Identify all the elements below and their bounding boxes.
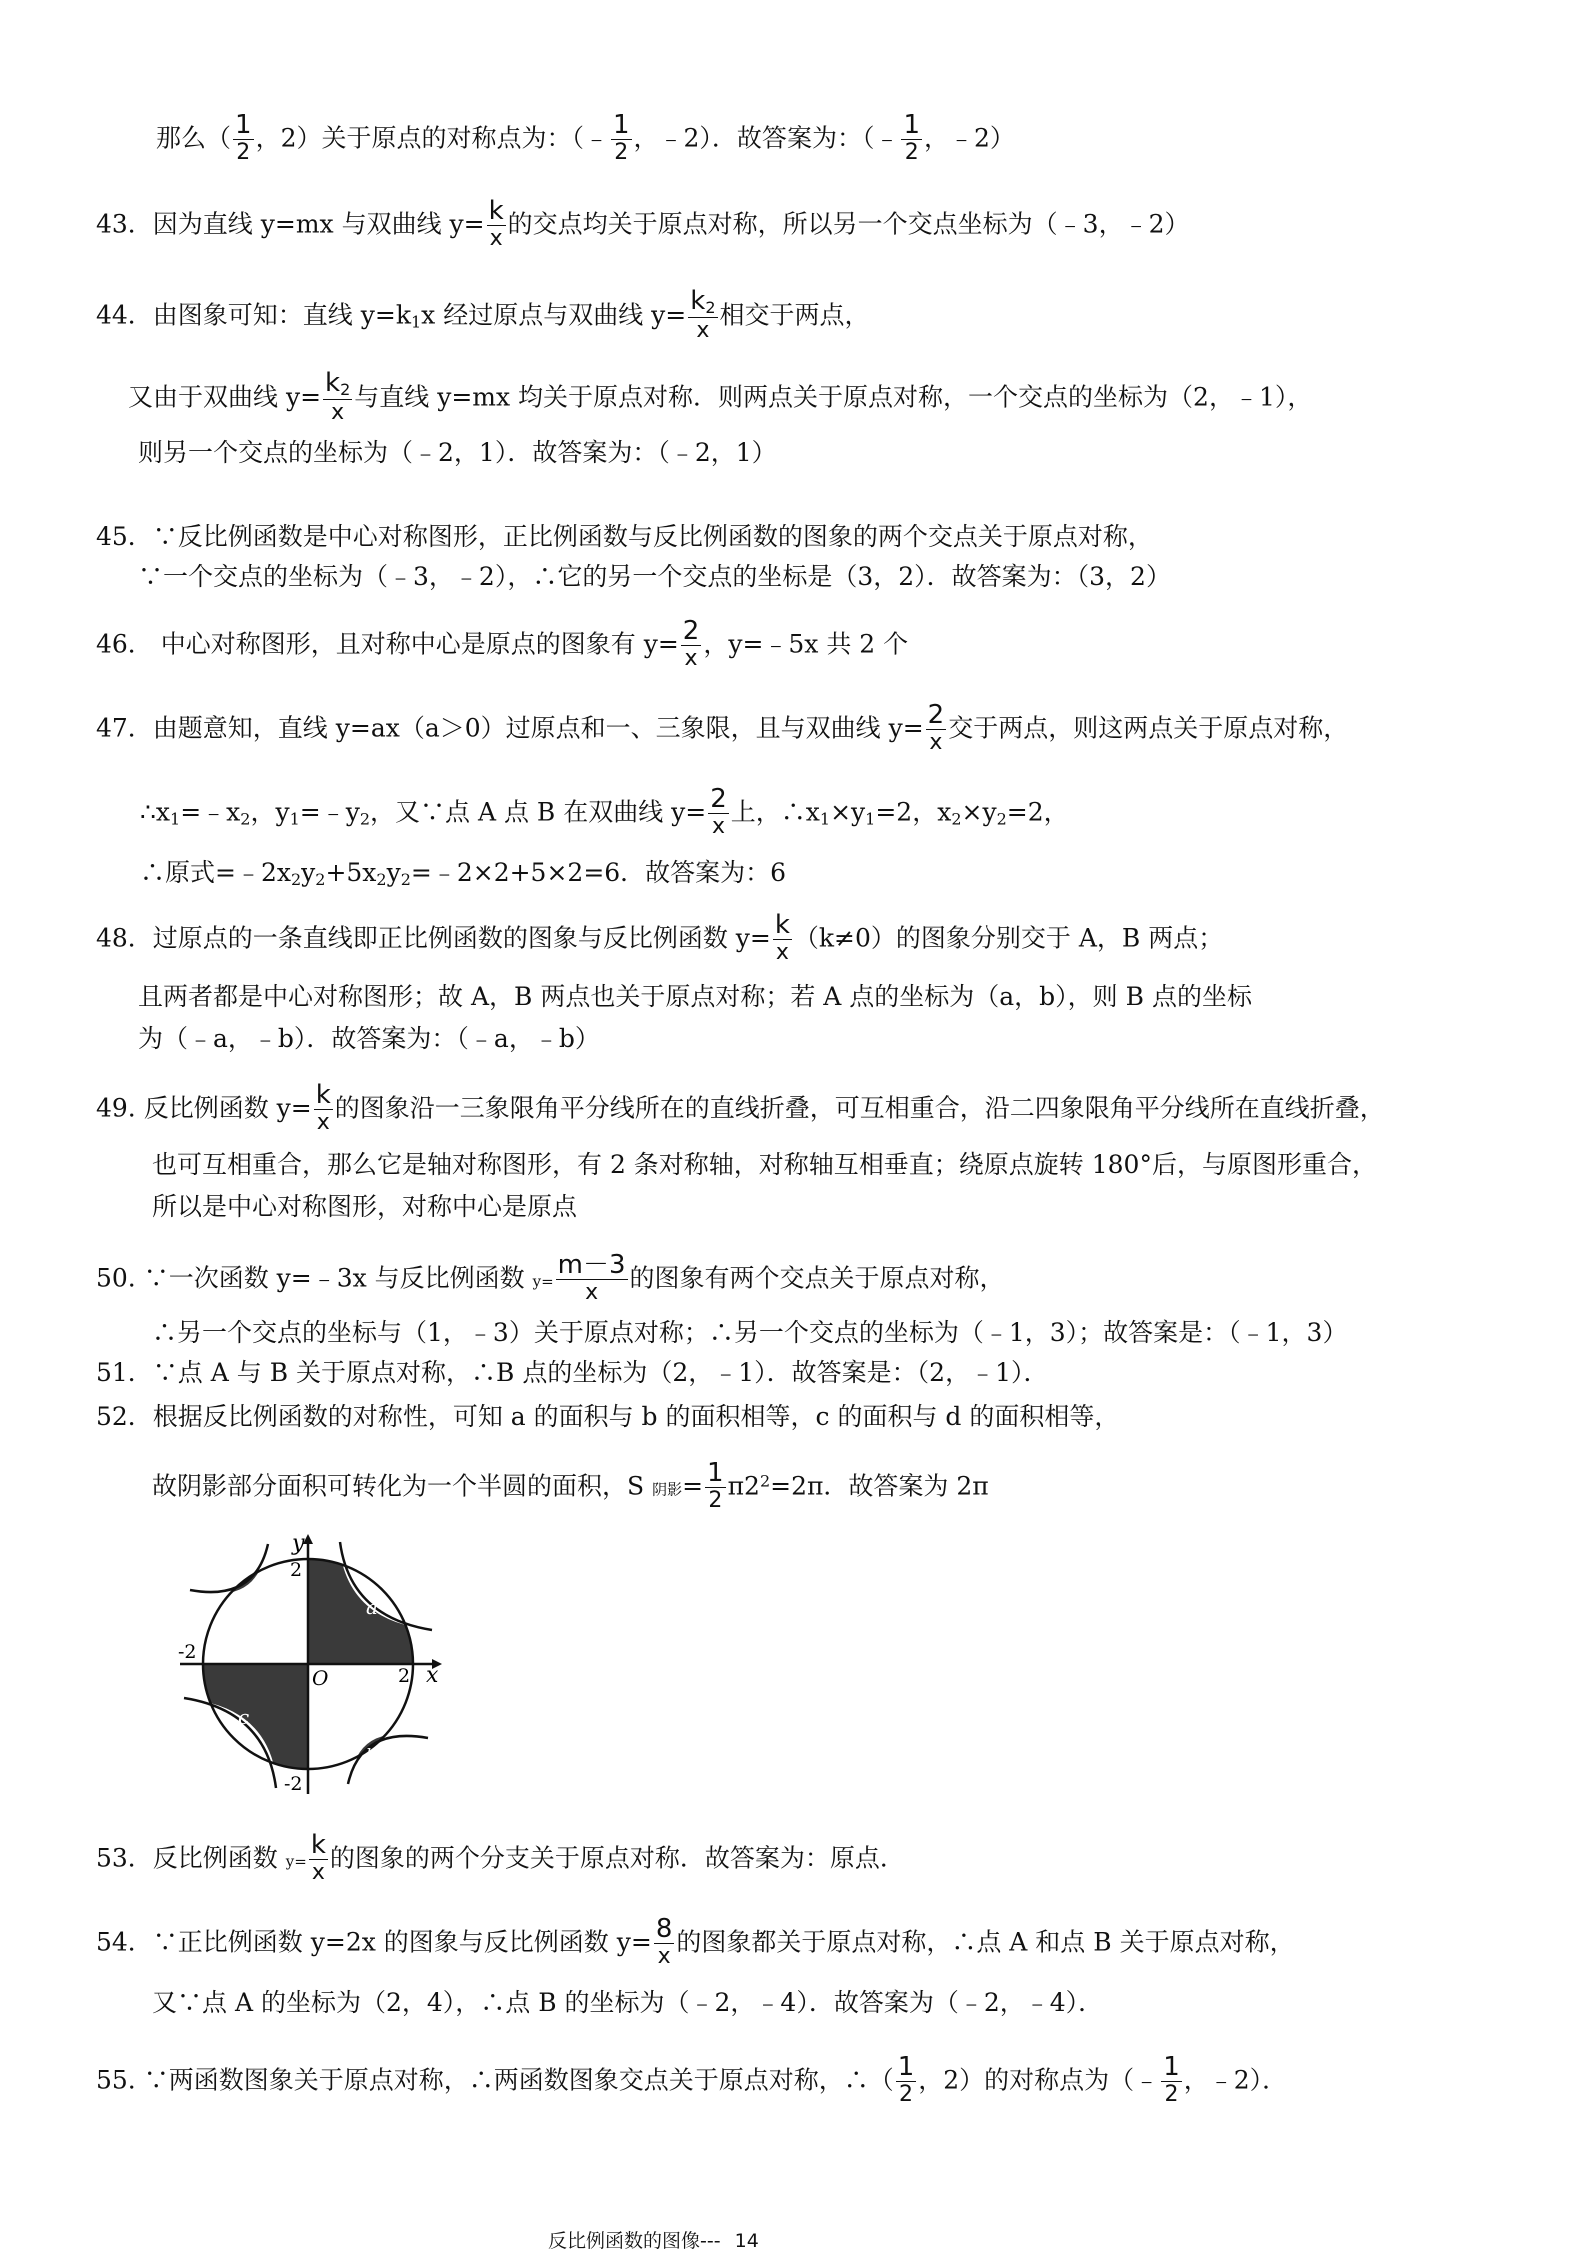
denominator: 2	[904, 140, 919, 165]
text: =2π．故答案为 2π	[770, 1471, 989, 1501]
fraction-k2-over-x	[323, 370, 352, 424]
page-footer	[548, 2226, 759, 2253]
numerator: 8	[655, 1914, 673, 1944]
text: ∵一个交点的坐标为（﹣3，﹣2），∴它的另一个交点的坐标是（3，2）．故答案为：（3，2）	[138, 562, 1171, 591]
text-y-equals: y=	[532, 1272, 554, 1291]
text: ，﹣2）	[924, 123, 1015, 153]
fraction-8-over-x	[654, 1916, 675, 1968]
item-48-line3	[138, 1022, 600, 1056]
text: ，﹣2）．	[1183, 2065, 1288, 2095]
circle-hyperbola-figure	[170, 1532, 450, 1808]
denominator: 2	[1164, 2082, 1179, 2107]
shaded-quadrant-1	[308, 1552, 420, 1664]
text: 的交点均关于原点对称，所以另一个交点坐标为（﹣3，﹣2）	[507, 209, 1190, 239]
item-52-line2	[152, 1458, 989, 1514]
text: 的图象的两个分支关于原点对称．故答案为：原点．	[329, 1843, 905, 1873]
subscript: 2	[240, 809, 251, 829]
text: ×y	[830, 797, 866, 827]
x-axis-label: x	[426, 1663, 439, 1688]
numerator: 2	[710, 784, 727, 814]
text: +5x	[325, 858, 377, 887]
text: 46． 中心对称图形，且对称中心是原点的图象有 y=	[96, 629, 679, 659]
text: 也可互相重合，那么它是轴对称图形，有 2 条对称轴，对称轴互相垂直；绕原点旋转 180°后，与原图形重合，	[152, 1150, 1377, 1179]
text: ，又∵点 A 点 B 在双曲线 y=	[370, 797, 707, 827]
text: ，﹣2）．故答案为：（﹣	[633, 123, 900, 153]
subscript: 2	[376, 870, 387, 889]
tick-label-left: -2	[178, 1641, 197, 1663]
text: =﹣2×2+5×2=6．故答案为：6	[410, 858, 787, 887]
numerator	[323, 370, 352, 400]
fraction-half	[896, 2054, 917, 2106]
numerator: 1	[897, 2052, 915, 2082]
footer-title: 反比例函数的图像---	[548, 2230, 721, 2252]
item-52-line1	[96, 1400, 1119, 1434]
text: 43．因为直线 y=mx 与双曲线 y=	[96, 209, 485, 239]
subscript: 2	[951, 809, 962, 829]
text: ，2）的对称点为（﹣	[918, 2065, 1160, 2095]
item-48-line1	[96, 910, 1224, 966]
text: 44．由图象可知：直线 y=k	[96, 300, 411, 330]
numerator: 1	[903, 110, 920, 140]
region-label-c: c	[238, 1705, 250, 1729]
shaded-quadrant-3	[196, 1664, 308, 1776]
text: =2，x	[875, 797, 952, 827]
region-label-b: b	[366, 1745, 377, 1764]
text: 55. ∵两函数图象关于原点对称，∴两函数图象交点关于原点对称，∴（	[96, 2065, 894, 2095]
item-44-line1	[96, 286, 870, 344]
denominator: 2	[236, 140, 251, 165]
item-43	[96, 196, 1190, 252]
text: =2，	[1006, 797, 1069, 827]
text: 且两者都是中心对称图形；故 A，B 两点也关于原点对称；若 A 点的坐标为（a，b），则 B 点的坐标	[138, 982, 1252, 1011]
subscript: 2	[290, 870, 302, 889]
text: 45．∵反比例函数是中心对称图形，正比例函数与反比例函数的图象的两个交点关于原点对称，	[96, 522, 1153, 551]
numerator: k	[774, 910, 790, 940]
subscript: 2	[996, 809, 1007, 829]
text: 53．反比例函数	[96, 1843, 286, 1873]
denominator: x	[712, 814, 726, 839]
subscript: 2	[705, 298, 716, 317]
text: 那么（	[156, 123, 232, 153]
text: x 经过原点与双曲线 y=	[421, 300, 687, 330]
numerator: 1	[1163, 2052, 1180, 2082]
y-axis-arrow-icon	[303, 1534, 313, 1544]
item-55	[96, 2052, 1288, 2108]
text: =	[682, 1471, 704, 1501]
text: 交于两点，则这两点关于原点对称，	[948, 713, 1349, 743]
numerator: k	[315, 1080, 331, 1110]
tick-label-top: 2	[290, 1559, 303, 1581]
text-y-equals: y=	[285, 1852, 307, 1871]
tick-label-bottom: -2	[284, 1773, 303, 1795]
text: 的图象有两个交点关于原点对称，	[629, 1263, 1005, 1293]
denominator: x	[331, 400, 345, 425]
item-51	[96, 1356, 1048, 1390]
text: 50. ∵一次函数 y=﹣3x 与反比例函数	[96, 1263, 533, 1293]
numerator: k	[310, 1830, 326, 1860]
text: 52．根据反比例函数的对称性，可知 a 的面积与 b 的面积相等，c 的面积与 d 的面积相等，	[96, 1402, 1120, 1431]
fraction-2-over-x	[926, 702, 947, 754]
text: 又由于双曲线 y=	[128, 382, 322, 412]
subscript: 1	[819, 809, 831, 829]
numerator	[688, 288, 717, 318]
text: =﹣x	[180, 797, 241, 827]
denominator: x	[311, 1860, 325, 1885]
fraction-k-over-x	[487, 198, 506, 250]
denominator: x	[684, 646, 698, 671]
fraction-half	[705, 1460, 726, 1512]
page-number: 14	[734, 2230, 759, 2252]
fraction-k2-over-x	[688, 288, 717, 342]
item-54-line2	[152, 1986, 1103, 2020]
numerator: 2	[927, 700, 945, 730]
fraction-2-over-x	[708, 786, 729, 838]
text: 为（﹣a，﹣b）．故答案为：（﹣a，﹣b）	[138, 1024, 600, 1053]
item-45-line2	[138, 560, 1171, 594]
text: ，y=﹣5x 共 2 个	[703, 629, 909, 659]
text: y	[386, 858, 401, 887]
line-42-tail	[156, 110, 1015, 166]
text: 47．由题意知，直线 y=ax（a＞0）过原点和一、三象限，且与双曲线 y=	[96, 713, 924, 743]
text: 48．过原点的一条直线即正比例函数的图象与反比例函数 y=	[96, 923, 771, 953]
numerator-k: k	[690, 286, 706, 316]
item-47-line2	[140, 784, 1069, 840]
numerator: 1	[612, 110, 630, 140]
item-45-line1	[96, 520, 1153, 554]
text: 则另一个交点的坐标为（﹣2，1）．故答案为：（﹣2，1）	[138, 438, 777, 467]
subscript: 2	[340, 380, 351, 399]
text: 所以是中心对称图形，对称中心是原点	[152, 1192, 578, 1221]
item-49-line3	[152, 1190, 577, 1224]
origin-label: O	[312, 1666, 329, 1690]
denominator: 2	[614, 140, 629, 165]
subscript: 2	[400, 870, 411, 889]
subscript: 1	[289, 809, 300, 829]
item-50-line2	[152, 1316, 1347, 1350]
tick-label-right: 2	[398, 1665, 411, 1687]
text: 54．∵正比例函数 y=2x 的图象与反比例函数 y=	[96, 1927, 652, 1957]
text: =﹣y	[299, 797, 360, 827]
item-53	[96, 1830, 905, 1886]
text: 的图象都关于原点对称，∴点 A 和点 B 关于原点对称，	[676, 1927, 1295, 1957]
item-47-line1	[96, 700, 1349, 756]
fraction-k-over-x	[773, 912, 792, 964]
figure-svg	[170, 1532, 450, 1802]
numerator: 1	[707, 1458, 724, 1488]
denominator: 2	[898, 2082, 913, 2107]
denominator: 2	[708, 1488, 723, 1513]
text: ∴另一个交点的坐标与（1，﹣3）关于原点对称；∴另一个交点的坐标为（﹣1，3）；故答案是：（﹣1，3）	[152, 1318, 1348, 1347]
numerator: 1	[235, 110, 252, 140]
text: 又∵点 A 的坐标为（2，4），∴点 B 的坐标为（﹣2，﹣4）．故答案为（﹣2，﹣4）．	[152, 1988, 1104, 2017]
text: ∴原式=﹣2x	[140, 858, 291, 887]
item-49-line2	[152, 1148, 1377, 1182]
fraction-m-minus-3-over-x	[556, 1252, 628, 1304]
hyperbola-branch-q4	[348, 1736, 428, 1784]
text: π2	[727, 1471, 760, 1501]
item-48-line2	[138, 980, 1252, 1014]
item-44-line2	[128, 368, 1313, 426]
text: ×y	[961, 797, 997, 827]
fraction-half	[611, 112, 632, 164]
denominator: x	[489, 226, 503, 251]
denominator: x	[657, 1944, 671, 1969]
numerator: k	[488, 196, 504, 226]
denominator: x	[316, 1110, 330, 1135]
subscript-shaded: 阴影	[652, 1480, 683, 1499]
region-label-d: d	[232, 1565, 243, 1584]
item-50-line1	[96, 1250, 1005, 1306]
fraction-half	[233, 112, 254, 164]
numerator: 2	[682, 616, 700, 646]
text: ∴x	[140, 797, 171, 827]
numerator-k: k	[325, 368, 341, 398]
text: 故阴影部分面积可转化为一个半圆的面积，S	[152, 1471, 653, 1501]
subscript: 2	[359, 809, 371, 829]
text: ，2）关于原点的对称点为：（﹣	[255, 123, 609, 153]
item-54-line1	[96, 1914, 1295, 1970]
subscript: 1	[865, 809, 876, 829]
numerator: m－3	[557, 1250, 626, 1280]
fraction-half	[901, 112, 922, 164]
fraction-half	[1161, 2054, 1182, 2106]
denominator: x	[775, 940, 789, 965]
denominator: x	[696, 318, 710, 343]
item-49-line1	[96, 1080, 1385, 1136]
item-47-line3	[140, 856, 786, 897]
fraction-k-over-x	[314, 1082, 333, 1134]
superscript: 2	[759, 1471, 771, 1491]
subscript: 1	[170, 809, 181, 829]
text: 49. 反比例函数 y=	[96, 1093, 312, 1123]
subscript: 2	[315, 870, 326, 889]
y-axis-label: y	[292, 1532, 305, 1556]
subscript: 1	[410, 312, 422, 332]
fraction-k-over-x	[309, 1832, 328, 1884]
text: 上，∴x	[730, 797, 820, 827]
hyperbola-branch-q2	[190, 1544, 268, 1592]
region-label-a: a	[366, 1595, 378, 1619]
text: y	[301, 858, 316, 887]
denominator: x	[585, 1280, 599, 1305]
text: 与直线 y=mx 均关于原点对称．则两点关于原点对称，一个交点的坐标为（2，﹣1），	[354, 382, 1313, 412]
text: 的图象沿一三象限角平分线所在的直线折叠，可互相重合，沿二四象限角平分线所在直线折叠，	[334, 1093, 1385, 1123]
text: （k≠0）的图象分别交于 A，B 两点；	[793, 923, 1224, 953]
text: 相交于两点，	[719, 300, 870, 330]
denominator: x	[929, 730, 943, 755]
fraction-2-over-x	[681, 618, 702, 670]
text: ，y	[250, 797, 290, 827]
item-44-line3	[138, 436, 777, 470]
text: 51．∵点 A 与 B 关于原点对称，∴B 点的坐标为（2，﹣1）．故答案是：（2，﹣1）．	[96, 1358, 1049, 1387]
item-46	[96, 616, 909, 672]
